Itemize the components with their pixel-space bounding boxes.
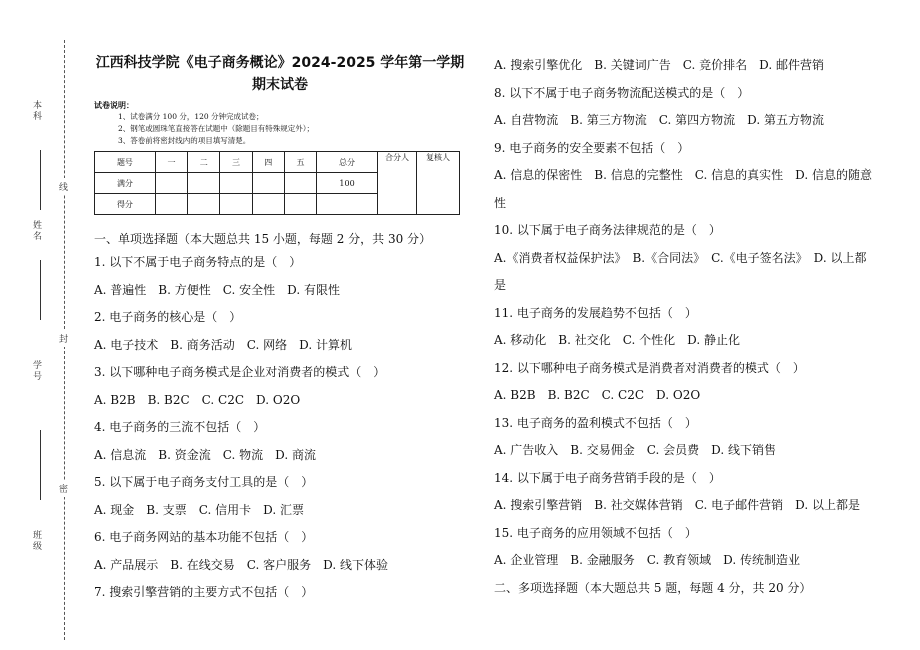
- option-line: A. 企业管理 B. 金融服务 C. 教育领域 D. 传统制造业: [494, 553, 800, 567]
- score-cell[interactable]: [155, 194, 187, 215]
- option-line: A. 普遍性 B. 方便性 C. 安全性 D. 有限性: [94, 282, 340, 297]
- benke-fill-line: [40, 150, 41, 210]
- question-line: 1. 以下不属于电子商务特点的是（ ）: [94, 255, 302, 269]
- score-cell[interactable]: [284, 194, 316, 215]
- row-label-full: 满分: [95, 173, 156, 194]
- header-cell: 题号: [95, 152, 156, 173]
- score-table-header-row: [95, 152, 460, 173]
- section-multi-choice-heading: 二、多项选择题（本大题总共 5 题，每题 4 分，共 20 分）: [494, 580, 812, 595]
- note-item: 3、答卷前将密封线内的项目填写清楚。: [118, 136, 251, 145]
- full-cell: [155, 173, 187, 194]
- option-line: A. 搜索引擎优化 B. 关键词广告 C. 竞价排名 D. 邮件营销: [494, 58, 824, 72]
- option-line: A.《消费者权益保护法》 B.《合同法》 C.《电子签名法》 D. 以上都是: [494, 250, 867, 292]
- binding-label-benke: 本科: [31, 100, 41, 122]
- option-line: A. 产品展示 B. 在线交易 C. 客户服务 D. 线下体验: [94, 557, 388, 572]
- header-cell: 四: [252, 152, 284, 173]
- question-line: 7. 搜索引擎营销的主要方式不包括（ ）: [94, 585, 314, 599]
- full-total-cell: 100: [317, 173, 378, 194]
- binding-label-student-id: 学号: [31, 360, 41, 382]
- option-line: A. B2B B. B2C C. C2C D. O2O: [94, 392, 301, 407]
- score-cell[interactable]: [220, 194, 252, 215]
- score-table: [94, 151, 460, 215]
- left-column: [94, 52, 466, 607]
- score-cell[interactable]: [188, 194, 220, 215]
- question-line: 11. 电子商务的发展趋势不包括（ ）: [494, 305, 697, 320]
- option-line: A. 信息流 B. 资金流 C. 物流 D. 商流: [94, 447, 316, 462]
- option-line: A. 现金 B. 支票 C. 信用卡 D. 汇票: [94, 502, 304, 517]
- full-cell: [252, 173, 284, 194]
- question-line: 2. 电子商务的核心是（ ）: [94, 310, 242, 324]
- full-cell: [188, 173, 220, 194]
- section-single-choice-heading: 一、单项选择题（本大题总共 15 小题，每题 2 分，共 30 分）: [94, 232, 432, 246]
- header-cell: 一: [155, 152, 187, 173]
- binding-margin: [0, 0, 80, 650]
- full-cell: [220, 173, 252, 194]
- header-cell-reviewer: 复核人: [417, 152, 460, 215]
- notes-list: [118, 111, 466, 147]
- left-question-list: [94, 249, 466, 607]
- note-item: 2、钢笔或圆珠笔直接答在试题中（除题目有特殊规定外）；: [118, 124, 315, 133]
- question-line: 6. 电子商务网站的基本功能不包括（ ）: [94, 530, 314, 544]
- option-line: A. B2B B. B2C C. C2C D. O2O: [494, 388, 701, 402]
- full-cell: [284, 173, 316, 194]
- option-line: A. 搜索引擎营销 B. 社交媒体营销 C. 电子邮件营销 D. 以上都是: [494, 498, 860, 512]
- question-line: 14. 以下属于电子商务营销手段的是（ ）: [494, 470, 721, 485]
- exam-title: 江西科技学院《电子商务概论》2024-2025 学年第一学期期末试卷: [95, 55, 465, 93]
- question-line: 10. 以下属于电子商务法律规范的是（ ）: [494, 223, 721, 237]
- option-line: A. 信息的保密性 B. 信息的完整性 C. 信息的真实性 D. 信息的随意性: [494, 168, 872, 210]
- header-cell: 总分: [317, 152, 378, 173]
- question-line: 8. 以下不属于电子商务物流配送模式的是（ ）: [494, 85, 750, 100]
- question-line: 3. 以下哪种电子商务模式是企业对消费者的模式（ ）: [94, 365, 386, 379]
- binding-label-name: 姓名: [31, 220, 41, 242]
- note-item: 1、试卷满分 100 分，120 分钟完成试卷；: [118, 112, 264, 121]
- binding-label-class: 班级: [31, 530, 41, 552]
- header-cell: 五: [284, 152, 316, 173]
- seal-char-mi: 密: [59, 480, 68, 497]
- seal-char-feng: 封: [59, 330, 68, 347]
- option-line: A. 自营物流 B. 第三方物流 C. 第四方物流 D. 第五方物流: [494, 113, 824, 127]
- header-cell-combiner: 合分人: [378, 152, 417, 215]
- seal-char-xian: 线: [59, 178, 68, 195]
- student-id-fill-line: [40, 430, 41, 500]
- score-cell[interactable]: [252, 194, 284, 215]
- question-line: 4. 电子商务的三流不包括（ ）: [94, 420, 266, 434]
- row-label-score: 得分: [95, 194, 156, 215]
- question-line: 9. 电子商务的安全要素不包括（ ）: [494, 140, 690, 155]
- notes-title: 试卷说明：: [94, 100, 134, 110]
- name-fill-line: [40, 260, 41, 320]
- header-cell: 三: [220, 152, 252, 173]
- question-line: 5. 以下属于电子商务支付工具的是（ ）: [94, 475, 314, 489]
- question-line: 13. 电子商务的盈利模式不包括（ ）: [494, 415, 697, 430]
- right-column: [494, 52, 874, 602]
- score-total-cell[interactable]: [317, 194, 378, 215]
- header-cell: 二: [188, 152, 220, 173]
- option-line: A. 广告收入 B. 交易佣金 C. 会员费 D. 线下销售: [494, 443, 776, 457]
- question-line: 15. 电子商务的应用领域不包括（ ）: [494, 525, 697, 540]
- option-line: A. 电子技术 B. 商务活动 C. 网络 D. 计算机: [94, 337, 352, 352]
- option-line: A. 移动化 B. 社交化 C. 个性化 D. 静止化: [494, 333, 740, 347]
- question-line: 12. 以下哪种电子商务模式是消费者对消费者的模式（ ）: [494, 360, 805, 375]
